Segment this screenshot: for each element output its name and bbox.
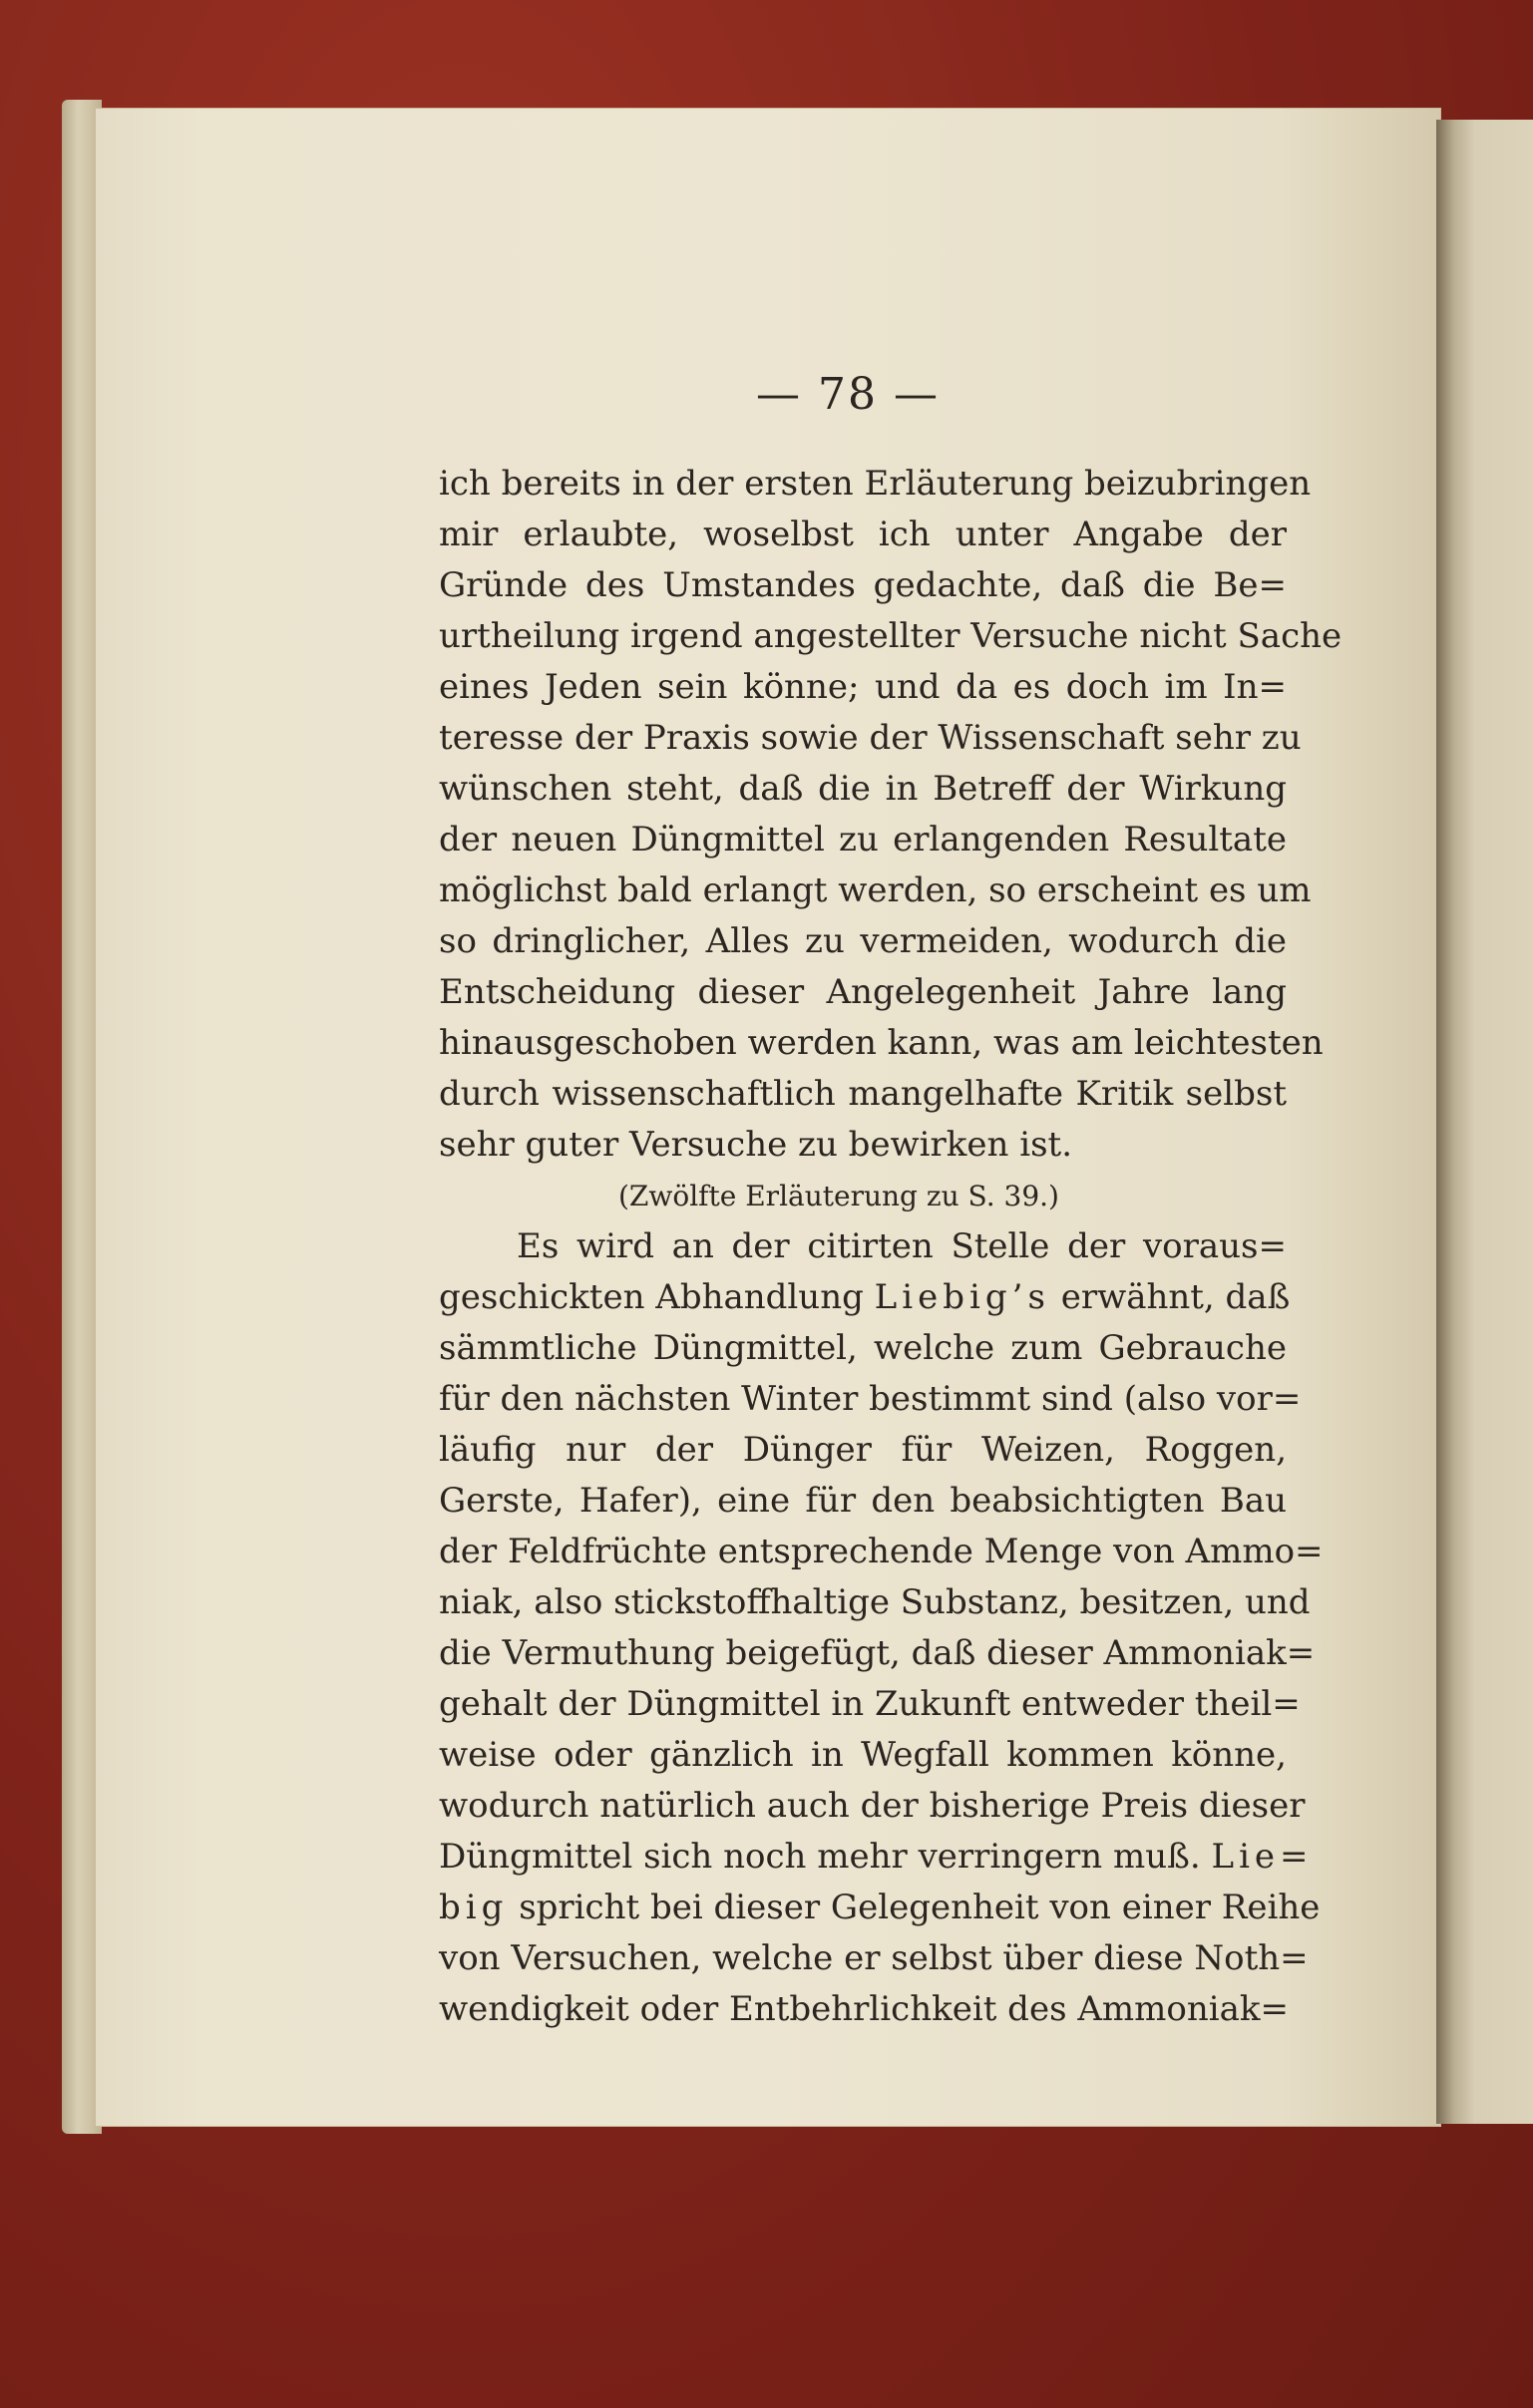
text-fragment: erwähnt, daß bbox=[1049, 1277, 1291, 1317]
author-name: Liebig’s bbox=[874, 1277, 1050, 1317]
text-line: gehalt der Düngmittel in Zukunft entweder theil= bbox=[439, 1684, 1301, 1724]
text-line: von Versuchen, welche er selbst über diese Noth= bbox=[439, 1938, 1309, 1978]
citation-caption: (Zwölfte Erläuterung zu S. 39.) bbox=[618, 1180, 1059, 1212]
text-line: teresse der Praxis sowie der Wissenschaft sehr zu bbox=[439, 718, 1302, 758]
text-line: Es wird an der citirten Stelle der voraus= bbox=[517, 1226, 1287, 1266]
text-line: der Feldfrüchte entsprechende Menge von Ammo= bbox=[439, 1532, 1324, 1571]
text-line: läufig nur der Dünger für Weizen, Roggen, bbox=[439, 1430, 1287, 1470]
text-line: für den nächsten Winter bestimmt sind (also vor= bbox=[439, 1379, 1302, 1419]
paragraph-1 bbox=[439, 459, 1342, 1171]
page-text bbox=[439, 459, 1342, 2035]
text-line bbox=[439, 1832, 1314, 1883]
text-line: ich bereits in der ersten Erläuterung beizubringen bbox=[439, 464, 1312, 504]
text-line: wendigkeit oder Entbehrlichkeit des Ammoniak= bbox=[439, 1989, 1289, 2029]
author-name: big bbox=[439, 1888, 509, 1927]
text-line: möglichst bald erlangt werden, so erscheint es um bbox=[439, 870, 1312, 910]
text-line: sämmtliche Düngmittel, welche zum Gebrauche bbox=[439, 1328, 1287, 1368]
text-line: die Vermuthung beigefügt, daß dieser Ammoniak= bbox=[439, 1633, 1316, 1673]
text-line: niak, also stickstoffhaltige Substanz, besitzen, und bbox=[439, 1582, 1311, 1622]
text-line: so dringlicher, Alles zu vermeiden, wodurch die bbox=[439, 921, 1287, 961]
paragraph-2 bbox=[439, 1221, 1324, 2035]
text-line: wodurch natürlich auch der bisherige Preis dieser bbox=[439, 1786, 1306, 1826]
text-line: sehr guter Versuche zu bewirken ist. bbox=[439, 1125, 1073, 1165]
text-line: Gründe des Umstandes gedachte, daß die Be= bbox=[439, 565, 1287, 605]
text-line: mir erlaubte, woselbst ich unter Angabe der bbox=[439, 515, 1287, 554]
text-fragment: Düngmittel sich noch mehr verringern muß. bbox=[439, 1837, 1212, 1877]
text-line: wünschen steht, daß die in Betreff der Wirkung bbox=[439, 769, 1287, 809]
text-fragment: spricht bei dieser Gelegenheit von einer Reihe bbox=[508, 1888, 1321, 1927]
author-name: Lie= bbox=[1211, 1837, 1314, 1877]
text-line: weise oder gänzlich in Wegfall kommen könne, bbox=[439, 1735, 1287, 1775]
text-line: Entscheidung dieser Angelegenheit Jahre lang bbox=[439, 972, 1287, 1012]
text-fragment: geschickten Abhandlung bbox=[439, 1277, 875, 1317]
facing-page bbox=[1436, 120, 1533, 2124]
text-line: eines Jeden sein könne; und da es doch im In= bbox=[439, 667, 1287, 707]
text-line: der neuen Düngmittel zu erlangenden Resultate bbox=[439, 820, 1287, 860]
text-line: Gerste, Hafer), eine für den beabsichtigten Bau bbox=[439, 1481, 1287, 1521]
text-line: hinausgeschoben werden kann, was am leichtesten bbox=[439, 1023, 1324, 1063]
page-number: — 78 — bbox=[756, 369, 940, 420]
text-line: durch wissenschaftlich mangelhafte Kritik selbst bbox=[439, 1074, 1287, 1114]
text-line bbox=[439, 1272, 1291, 1323]
text-line: urtheilung irgend angestellter Versuche nicht Sache bbox=[439, 616, 1342, 656]
text-line bbox=[439, 1883, 1321, 1933]
